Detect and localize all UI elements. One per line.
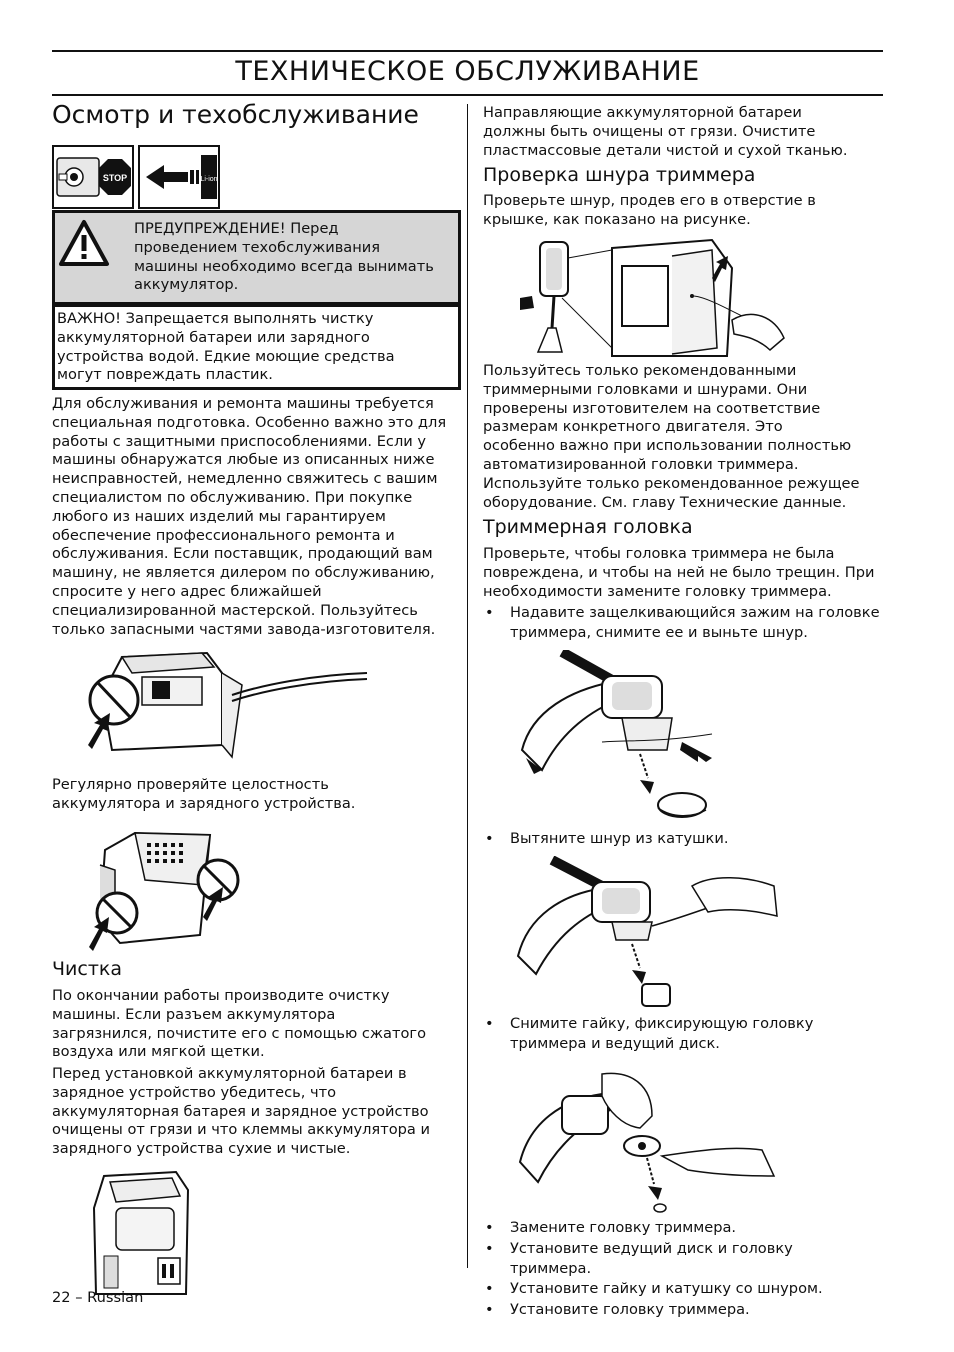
warning-text: ПРЕДУПРЕЖДЕНИЕ! Перед проведением техобслуживания машины необходимо всегда вынимать аккумулятор. — [134, 220, 434, 294]
final-step-3-text: Установите гайку и катушку со шнуром. — [510, 1280, 823, 1297]
step-3-text: Снимите гайку, фиксирующую головку триммера и ведущий диск. — [510, 1015, 814, 1052]
final-step-4-item — [485, 1300, 885, 1322]
trimmer-head-title: Триммерная головка — [483, 516, 693, 538]
final-step-3-item — [485, 1279, 885, 1301]
footer-page-label: 22 – Russian — [52, 1289, 144, 1306]
important-box — [52, 304, 461, 390]
step-1-text: Надавите защелкивающийся зажим на головке триммера, снимите ее и выньте шнур. — [510, 604, 880, 641]
cleaning-title: Чистка — [52, 958, 123, 980]
final-step-1-item — [485, 1218, 885, 1240]
warning-box — [52, 210, 461, 305]
line-check-illustration — [512, 238, 792, 358]
step-3-item — [485, 1014, 885, 1056]
line-check-title: Проверка шнура триммера — [483, 164, 756, 186]
battery-connector-illustration — [86, 1168, 196, 1296]
bullet-dot: • — [485, 604, 494, 621]
pull-line-illustration — [512, 856, 782, 1011]
header-top-rule — [52, 50, 883, 52]
warning-triangle-icon — [58, 219, 110, 267]
check-caption: Регулярно проверяйте целостность аккумулятора и зарядного устройства. — [52, 776, 356, 812]
battery-illustration — [85, 825, 255, 955]
stop-key-icon — [52, 145, 134, 209]
stop-label: STOP — [102, 173, 128, 183]
service-paragraph: Для обслуживания и ремонта машины требуется специальная подготовка. Особенно важно это для работы с защитными приспособлениями. Если у машины обнаружатся любые из описанных ниже неисправностей, немедленно свяжитесь с вашим специалистом по обслуживанию. При покупке любого из наших изделий мы гарантируем обеспечение профессионального ремонта и обслуживания. Если поставщик, продающий вам машину, не является дилером по обслуживанию, спросите у него адрес ближайшей специализированной мастерской. Пользуйтесь только запасными частями завода-изготовителя. — [52, 395, 447, 638]
final-step-2-item — [485, 1239, 885, 1281]
step-2-item — [485, 829, 885, 851]
nut-removal-illustration — [512, 1066, 782, 1214]
header-bottom-rule — [52, 94, 883, 96]
cleaning-paragraph-1: По окончании работы производите очистку машины. Если разъем аккумулятора загрязнился, почистите его с помощью сжатого воздуха или мягкой щетки. — [52, 987, 427, 1061]
line-check-paragraph: Проверьте шнур, продев его в отверстие в крышке, как показано на рисунке. — [483, 192, 816, 228]
bullet-dot: • — [485, 1240, 494, 1257]
trimmer-head-paragraph: Проверьте, чтобы головка триммера не была повреждена, и чтобы на ней не было трещин. При необходимости замените головку триммера. — [483, 545, 875, 600]
important-text: ВАЖНО! Запрещается выполнять чистку аккумуляторной батареи или зарядного устройства водой. Едкие моющие средства могут повреждать пластик. — [57, 310, 395, 384]
step-1-item — [485, 603, 885, 645]
final-step-1-text: Замените головку триммера. — [510, 1219, 737, 1236]
step-2-text: Вытяните шнур из катушки. — [510, 830, 729, 847]
final-step-4-text: Установите головку триммера. — [510, 1301, 750, 1318]
column-divider — [467, 104, 468, 1268]
remove-battery-icon — [138, 145, 220, 209]
page-header-title: ТЕХНИЧЕСКОЕ ОБСЛУЖИВАНИЕ — [235, 56, 700, 87]
battery-label: Li-ion — [200, 176, 218, 183]
guides-paragraph: Направляющие аккумуляторной батареи должны быть очищены от грязи. Очистите пластмассовые детали чистой и сухой тканью. — [483, 104, 848, 159]
bullet-dot: • — [485, 1219, 494, 1236]
bullet-dot: • — [485, 1301, 494, 1318]
bullet-dot: • — [485, 1280, 494, 1297]
trimmer-head-removal-illustration — [512, 650, 722, 825]
final-step-2-text: Установите ведущий диск и головку триммера. — [510, 1240, 793, 1277]
bullet-dot: • — [485, 1015, 494, 1032]
section-title: Осмотр и техобслуживание — [52, 100, 419, 129]
recommend-paragraph: Пользуйтесь только рекомендованными триммерными головками и шнурами. Они проверены изготовителем на соответствие размерам конкретного двигателя. Это особенно важно при использовании полностью автоматизированной головки триммера. Используйте только рекомендованное режущее оборудование. См. главу Технические данные. — [483, 362, 860, 511]
charger-illustration — [82, 645, 372, 765]
cleaning-paragraph-2: Перед установкой аккумуляторной батареи в зарядное устройство убедитесь, что аккумуляторная батарея и зарядное устройство очищены от грязи и что клеммы аккумулятора и зарядного устройства сухие и чистые. — [52, 1065, 430, 1158]
bullet-dot: • — [485, 830, 494, 847]
